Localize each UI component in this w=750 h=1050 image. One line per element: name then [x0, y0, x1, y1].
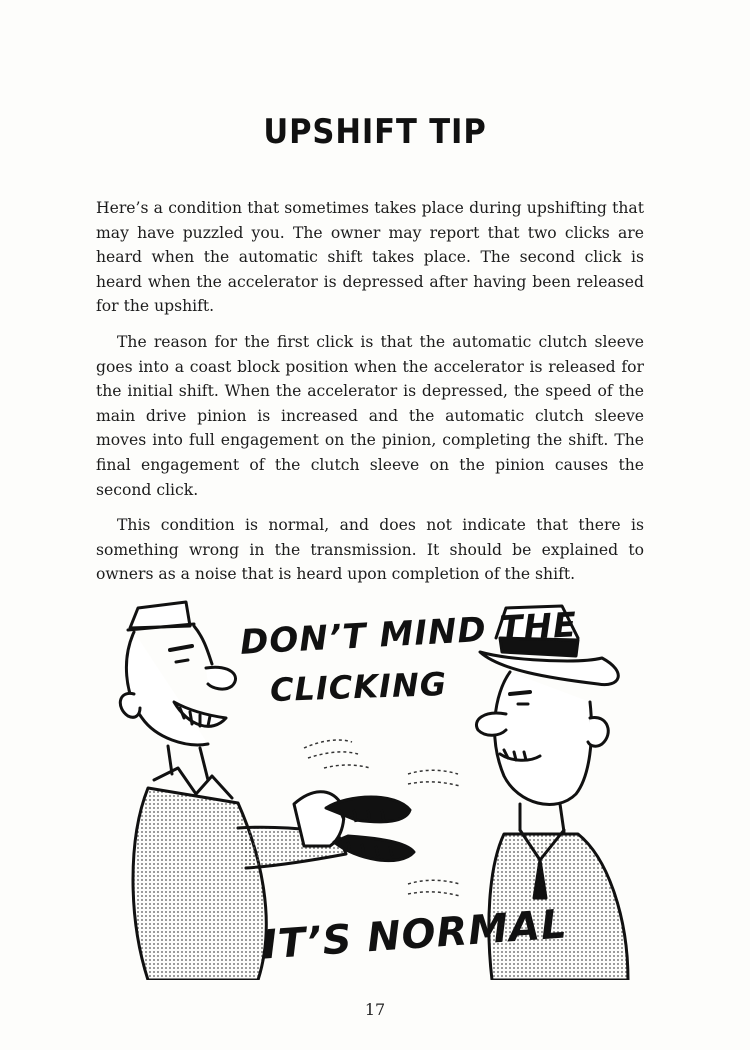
caption-line-2: CLICKING	[269, 664, 448, 710]
body-text	[96, 196, 644, 598]
paragraph-2: The reason for the first click is that the automatic clutch sleeve goes into a coast block position when the accelerator is released for the initial shift. When the accelerator is depressed, the speed of the main drive pinion is increased and the automatic clutch sleeve moves into full engagement on the pinion, completing the shift. The final engagement of the clutch sleeve on the pinion causes the second click.	[96, 332, 644, 499]
page-title: UPSHIFT TIP	[263, 112, 487, 152]
paragraph-1: Here’s a condition that sometimes takes place during upshifting that may have puzzled you. The owner may report that two clicks are heard when the automatic shift takes place. The second click is heard when the accelerator is depressed after having been released for the upshift.	[96, 199, 644, 316]
caption-line-3: IT’S NORMAL	[260, 901, 569, 969]
caption-line-1: DON’T MIND THE	[239, 605, 579, 663]
page-number: 17	[364, 1000, 386, 1019]
paragraph-3: This condition is normal, and does not indicate that there is something wrong in the transmission. It should be explained to owners as a noise that is heard upon completion of the shift.	[96, 516, 644, 584]
